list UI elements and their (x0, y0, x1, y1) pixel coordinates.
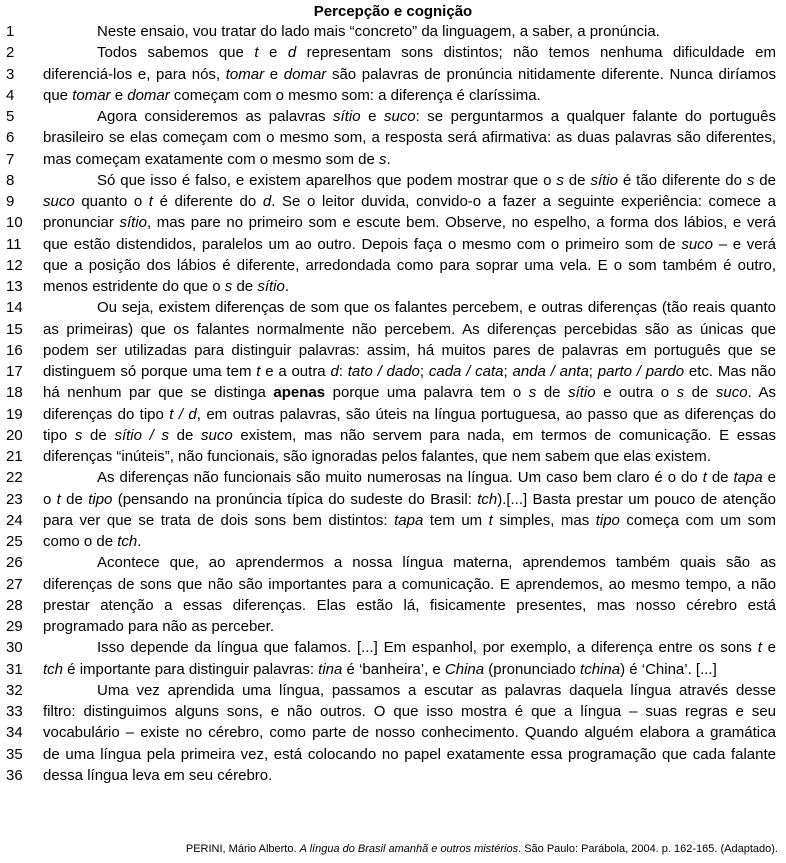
line-number: 32 (6, 681, 23, 699)
line-text: podem ser utilizadas para distinguir palavras: assim, há muitos pares de palavras em português que se (43, 341, 776, 359)
text-line (0, 616, 786, 637)
line-number: 25 (6, 533, 23, 550)
text-line (0, 191, 786, 212)
line-text: que tomar e domar começam com o mesmo som: a diferença é claríssima. (43, 86, 541, 104)
text-line (0, 722, 786, 743)
line-number: 20 (6, 426, 23, 444)
line-text: Isso depende da língua que falamos. [...] Em espanhol, por exemplo, a diferença entre os sons t e (97, 639, 776, 657)
text-line (0, 42, 786, 63)
line-text: diferenciá-los e, para nós, tomar e domar são palavras de pronúncia nitidamente diferente. Nunca diríamos (43, 65, 776, 83)
line-text: tipo s de sítio / s de suco existem, mas não servem para nada, em termos de comunicação. E essas (43, 426, 776, 444)
line-number: 24 (6, 511, 23, 529)
text-line (0, 361, 786, 382)
line-number: 27 (6, 575, 23, 593)
line-number: 18 (6, 384, 23, 402)
line-number: 11 (6, 235, 22, 253)
line-number: 8 (6, 171, 15, 189)
line-number: 2 (6, 44, 15, 62)
line-text: as primeiras) que os falantes normalmente não percebem. As diferenças percebidas são as únicas que (43, 320, 776, 338)
text-line (0, 467, 786, 488)
line-number: 9 (6, 193, 15, 210)
line-text: pronunciar sítio, mas pare no primeiro som e escute bem. Observe, no espelho, a forma dos lábios, e verá (43, 214, 776, 232)
line-number: 10 (6, 214, 23, 232)
line-text: filtro: distinguimos alguns sons, e não outros. O que isso mostra é que a língua – suas regras e seu (43, 703, 776, 720)
line-text: Só que isso é falso, e existem aparelhos que podem mostrar que o s de sítio é tão diferente do s de (97, 171, 776, 189)
line-number: 35 (6, 745, 23, 763)
line-number: 28 (6, 596, 23, 614)
line-text: mas começam exatamente com o mesmo som de s. (43, 150, 391, 168)
text-line (0, 297, 786, 318)
line-number: 4 (6, 86, 15, 104)
text-line (0, 234, 786, 255)
text-line (0, 404, 786, 425)
text-line (0, 340, 786, 361)
line-text: que estão distendidos, paralelos um ao outro. Depois faça o mesmo com o primeiro som de suco – e verá (43, 235, 776, 253)
line-text: suco quanto o t é diferente do d. Se o leitor duvida, convido-o a fazer a seguinte experiência: comece a (43, 193, 776, 210)
line-text: Ou seja, existem diferenças de som que os falantes percebem, e outras diferenças (tão reais quanto (97, 299, 776, 317)
line-text: distinguem só porque uma tem t e a outra d: tato / dado; cada / cata; anda / anta; parto / pardo etc. Mas não (43, 363, 776, 380)
line-number: 21 (6, 448, 23, 465)
line-text: diferenças “inúteis”, não funcionais, são ignoradas pelos falantes, que nem sabem que elas existem. (43, 448, 711, 465)
line-text: dessa língua leva em seu cérebro. (43, 766, 273, 784)
line-number: 12 (6, 256, 23, 274)
line-text: As diferenças não funcionais são muito numerosas na língua. Um caso bem claro é o do t de tapa e (97, 469, 776, 487)
document-title: Percepção e cognição (313, 3, 473, 20)
line-number: 15 (6, 320, 23, 338)
line-text: diferenças de sons que não são importantes para a comunicação. E aprendemos, ao mesmo tempo, a não (43, 575, 776, 593)
line-number: 6 (6, 129, 15, 147)
line-number: 23 (6, 490, 23, 508)
line-number: 5 (6, 108, 15, 125)
text-line (0, 382, 786, 403)
line-text: prestar atenção a essas diferenças. Elas estão lá, fisicamente presentes, mas nosso cérebro está (43, 596, 776, 614)
line-number: 26 (6, 554, 23, 572)
text-line (0, 595, 786, 616)
text-line (0, 510, 786, 531)
text-line (0, 574, 786, 595)
line-text: como o de tch. (43, 533, 142, 550)
line-number: 14 (6, 299, 23, 317)
line-number: 31 (6, 660, 23, 678)
line-text: vocabulário – existe no cérebro, como parte de nosso conhecimento. Quando alguém elabora a gramática (43, 724, 776, 742)
line-number: 17 (6, 363, 23, 380)
line-text: Neste ensaio, vou tratar do lado mais “concreto” da linguagem, a saber, a pronúncia. (97, 23, 660, 40)
text-line (0, 680, 786, 701)
text-line (0, 149, 786, 170)
text-line (0, 85, 786, 106)
text-line (0, 446, 786, 467)
text-line (0, 552, 786, 573)
line-number: 7 (6, 150, 15, 168)
text-line (0, 701, 786, 722)
line-number: 22 (6, 469, 23, 487)
citation: PERINI, Mário Alberto. A língua do Brasil amanhã e outros mistérios. São Paulo: Parábola, 2004. p. 162-165. (Adaptado). (185, 843, 778, 855)
line-text: o t de tipo (pensando na pronúncia típica do sudeste do Brasil: tch).[...] Basta prestar um pouco de atenção (43, 490, 776, 508)
line-text: Acontece que, ao aprendermos a nossa língua materna, aprendemos também quais são as (97, 554, 776, 572)
line-text: para ver que se trata de dois sons bem distintos: tapa tem um t simples, mas tipo começa com um som (43, 511, 776, 529)
line-text: há nenhum par que se distinga apenas porque uma palavra tem o s de sítio e outra o s de suco. As (43, 384, 776, 402)
text-line (0, 212, 786, 233)
text-line (0, 744, 786, 765)
line-number: 1 (6, 23, 15, 40)
line-number: 30 (6, 639, 23, 657)
text-line (0, 659, 786, 680)
text-line (0, 319, 786, 340)
line-text: menos estridente do que o s de sítio. (43, 278, 290, 295)
text-line (0, 276, 786, 297)
text-line (0, 127, 786, 148)
line-text: diferenças do tipo t / d, em outras palavras, são úteis na língua portuguesa, ao passo que as diferenças do (43, 405, 776, 423)
line-text: Uma vez aprendida uma língua, passamos a escutar as palavras daquela língua através desse (97, 681, 776, 699)
text-line (0, 255, 786, 276)
line-number: 36 (6, 766, 23, 784)
text-line (0, 106, 786, 127)
line-text: Agora consideremos as palavras sítio e suco: se perguntarmos a qualquer falante do português (97, 108, 776, 125)
text-line (0, 21, 786, 42)
line-text: brasileiro se elas começam com o mesmo som, a resposta será afirmativa: as duas palavras são diferentes, (43, 129, 776, 147)
text-line (0, 489, 786, 510)
line-text: tch é importante para distinguir palavras: tina é ‘banheira’, e China (pronunciado tchina) é ‘China’. [...] (43, 660, 717, 678)
line-text: Todos sabemos que t e d representam sons distintos; não temos nenhuma dificuldade em (97, 44, 776, 62)
line-text: que a posição dos lábios é diferente, arredondada como para soprar uma vela. E o som também é outro, (43, 256, 776, 274)
line-number: 13 (6, 278, 23, 295)
text-body (0, 21, 786, 786)
text-line (0, 425, 786, 446)
text-line (0, 637, 786, 658)
line-text: programado para não as perceber. (43, 618, 274, 635)
line-number: 16 (6, 341, 23, 359)
text-line (0, 531, 786, 552)
line-number: 33 (6, 703, 23, 720)
line-number: 29 (6, 618, 23, 635)
text-line (0, 64, 786, 85)
line-number: 34 (6, 724, 23, 742)
text-line (0, 765, 786, 786)
line-number: 3 (6, 65, 15, 83)
line-number: 19 (6, 405, 23, 423)
line-text: de uma língua pela primeira vez, está colocando no papel exatamente essa programação que cada falante (43, 745, 776, 763)
text-line (0, 170, 786, 191)
